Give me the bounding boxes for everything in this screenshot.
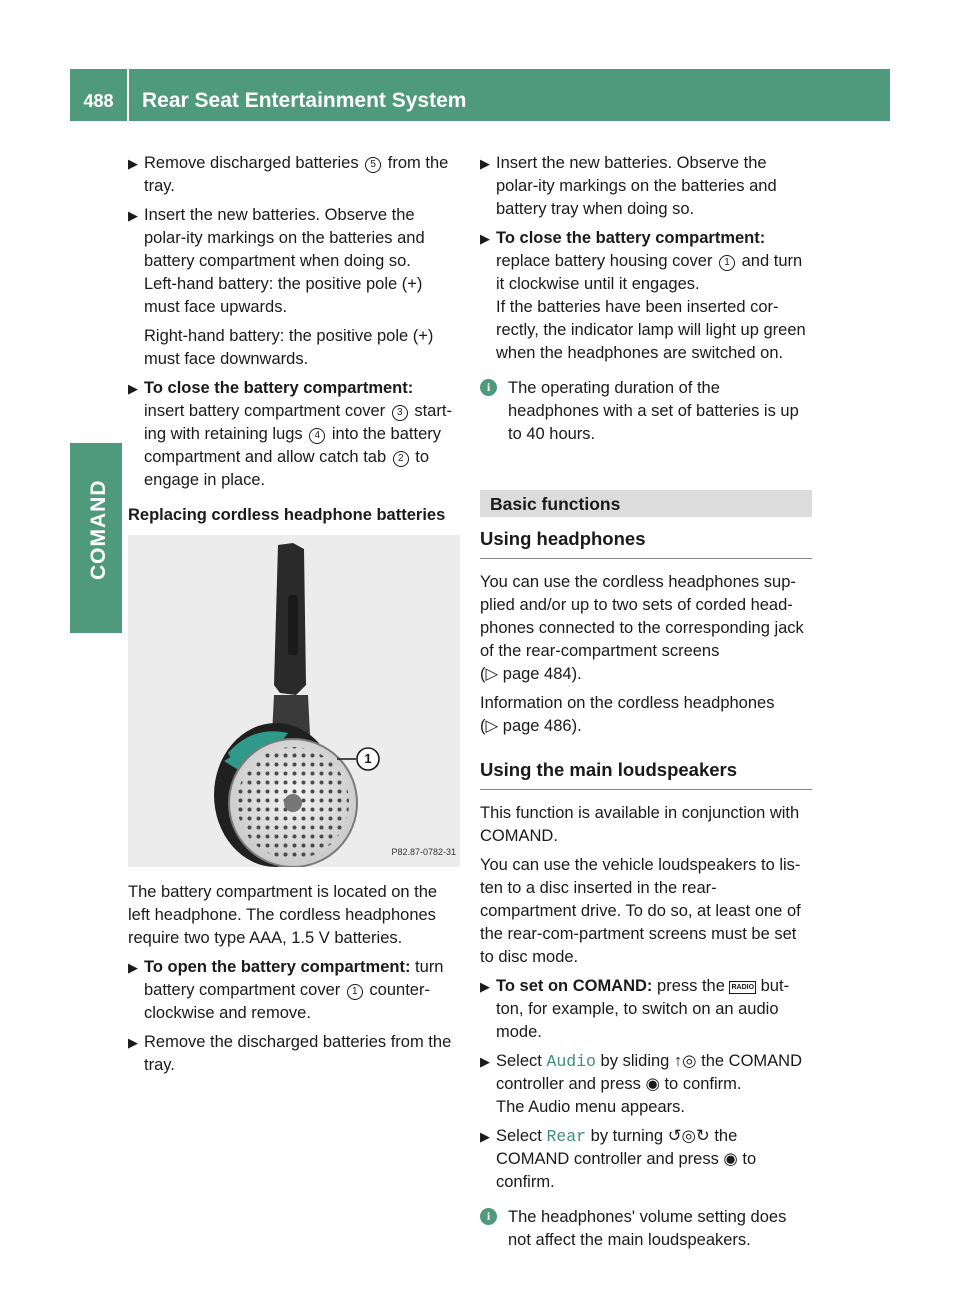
step-arrow-icon: ▶ — [128, 381, 138, 396]
marker-2: 2 — [393, 451, 409, 467]
step-arrow-icon: ▶ — [480, 979, 490, 994]
side-tab-label: COMAND — [87, 479, 110, 581]
step-arrow-icon: ▶ — [480, 231, 490, 246]
left-column — [128, 152, 460, 1083]
heading-main-loudspeakers: Using the main loudspeakers — [480, 744, 812, 790]
subheading-replacing-batteries: Replacing cordless headphone batteries — [128, 506, 446, 524]
marker-1: 1 — [347, 984, 363, 1000]
page-ref-486[interactable]: (▷ page 486). — [480, 717, 582, 735]
step-remove-batteries: ▶ Remove discharged batteries 5 from the tray. — [128, 154, 449, 195]
marker-3: 3 — [392, 405, 408, 421]
radio-button-symbol: RADIO — [729, 981, 756, 994]
menu-item-rear: Rear — [546, 1127, 587, 1146]
page-number: 488 — [83, 91, 114, 111]
section-basic-functions: Basic functions — [480, 490, 812, 517]
step-arrow-icon: ▶ — [128, 960, 138, 975]
step-arrow-icon: ▶ — [480, 1054, 490, 1069]
step-insert-new-batteries: ▶ Insert the new batteries. Observe the polar-ity markings on the batteries and battery tray when doing so. — [480, 154, 777, 218]
step-open-compartment: ▶ To open the battery compartment: turn battery compartment cover 1 counter-clockwise and remove. — [128, 958, 444, 1022]
step-arrow-icon: ▶ — [480, 156, 490, 171]
para-availability: This function is available in conjunction with COMAND. — [480, 804, 800, 845]
figure-callout-1: 1 — [364, 751, 372, 766]
marker-1: 1 — [719, 255, 735, 271]
info-icon: i — [480, 379, 497, 396]
figure-code: P82.87-0782-31 — [391, 847, 456, 857]
info-note-volume: i The headphones' volume setting does not affect the main loudspeakers. — [480, 1206, 812, 1252]
menu-item-audio: Audio — [546, 1052, 596, 1071]
marker-4: 4 — [309, 428, 325, 444]
step-set-on-comand: ▶ To set on COMAND: press the RADIO but-ton, for example, to switch on an audio mode. — [480, 977, 790, 1041]
page-ref-484[interactable]: (▷ page 484). — [480, 665, 582, 683]
para-headphones: You can use the cordless headphones sup-plied and/or up to two sets of corded head-phones connected to the corresponding jack of the rear-compartment screens (▷ page 484). — [480, 573, 804, 683]
step-arrow-icon: ▶ — [480, 1129, 490, 1144]
step-arrow-icon: ▶ — [128, 208, 138, 223]
info-icon: i — [480, 1208, 497, 1225]
headphone-figure — [128, 535, 460, 867]
step-arrow-icon: ▶ — [128, 1035, 138, 1050]
info-note-duration: i The operating duration of the headphones with a set of batteries is up to 40 hours. — [480, 377, 812, 446]
step-close-battery-compartment: ▶ To close the battery compartment: replace battery housing cover 1 and turn it clockwise until it engages. If the batteries have been inserted cor-rectly, the indicator lamp will light up green when the headphones are switched on. — [480, 229, 806, 362]
step-select-rear: ▶ Select Rear by turning ↺◎↻ the COMAND controller and press ◉ to confirm. — [480, 1127, 757, 1191]
step-remove-discharged: ▶ Remove the discharged batteries from the tray. — [128, 1033, 452, 1074]
figure-caption: The battery compartment is located on the left headphone. The cordless headphones require two type AAA, 1.5 V batteries. — [128, 883, 438, 947]
para-cordless-info: Information on the cordless headphones (▷ page 486). — [480, 694, 775, 735]
headphone-illustration — [128, 535, 460, 867]
para-loudspeakers: You can use the vehicle loudspeakers to lis-ten to a disc inserted in the rear-compartment drive. To do so, at least one of the rear-com-partment screens must be set to disc mode. — [480, 856, 801, 966]
marker-5: 5 — [365, 157, 381, 173]
step-close-compartment: ▶ To close the battery compartment: insert battery compartment cover 3 start-ing with retaining lugs 4 into the battery compartment and allow catch tab 2 to engage in place. — [128, 379, 452, 489]
heading-using-headphones: Using headphones — [480, 517, 812, 559]
step-arrow-icon: ▶ — [128, 156, 138, 171]
step-insert-batteries: ▶ Insert the new batteries. Observe the polar-ity markings on the batteries and battery compartment when doing so. Left-hand battery: the positive pole (+) must face upwards. Right-hand battery: the positive pole (+) must face downwards. — [128, 206, 434, 368]
header-divider — [127, 69, 129, 121]
page-title: Rear Seat Entertainment System — [142, 89, 467, 112]
step-select-audio: ▶ Select Audio by sliding ↑◎ the COMAND controller and press ◉ to confirm. The Audio menu appears. — [480, 1052, 803, 1116]
right-column — [480, 152, 812, 1260]
